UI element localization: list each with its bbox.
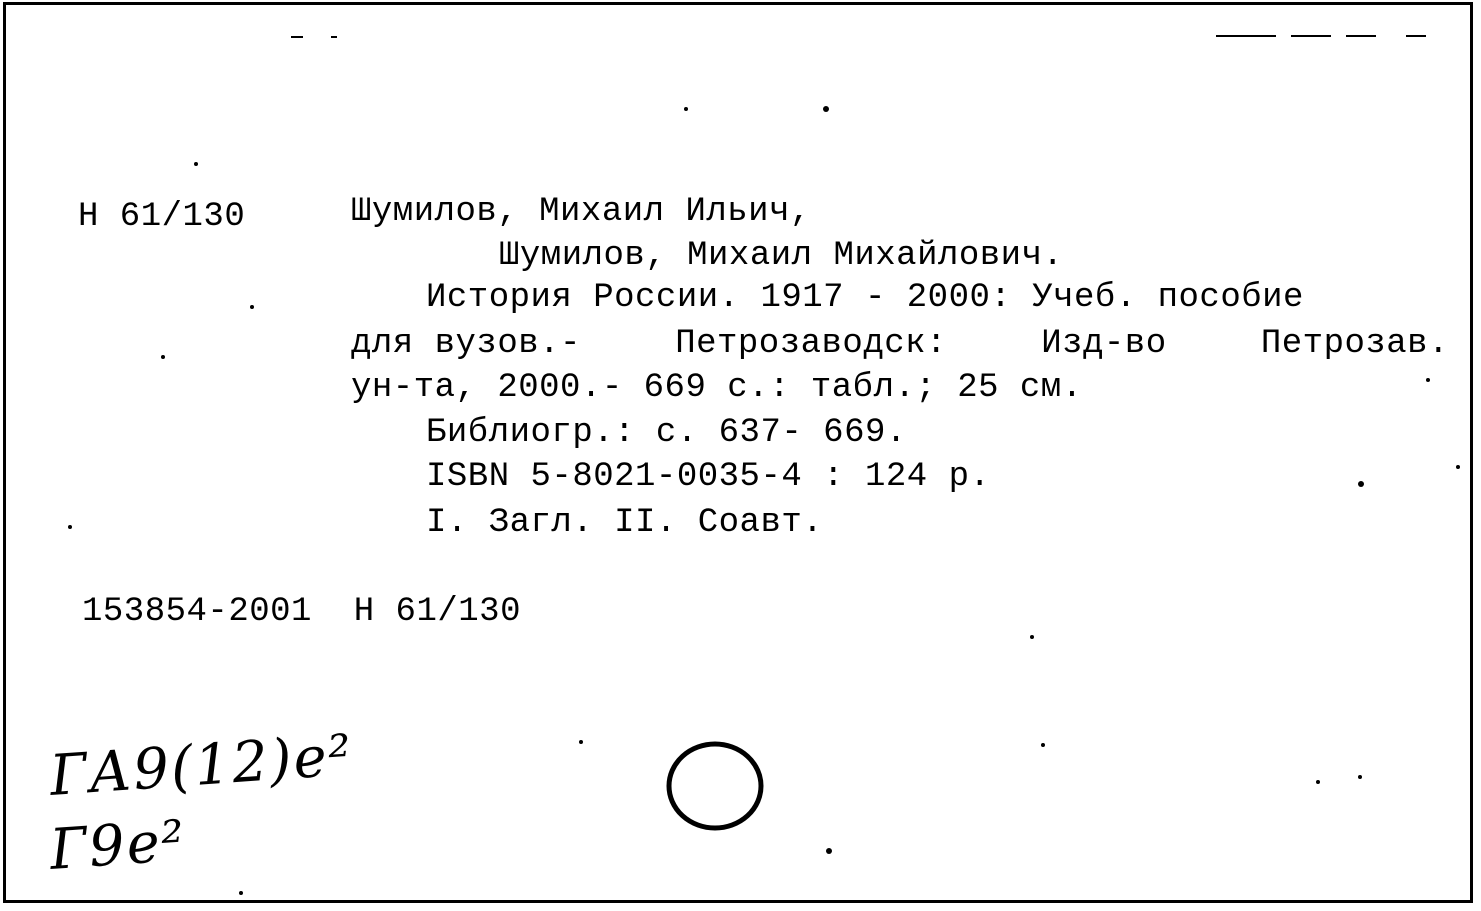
call-number: Н 61/130 bbox=[78, 198, 246, 236]
tracings-line: I. Загл. II. Соавт. bbox=[426, 504, 824, 542]
handwritten-classification-2: Г9е² bbox=[47, 808, 189, 883]
scan-speck bbox=[1041, 743, 1045, 747]
scan-speck bbox=[1456, 465, 1460, 469]
title-line: История России. 1917 - 2000: Учеб. пособие bbox=[426, 279, 1304, 317]
scan-mark bbox=[1346, 35, 1376, 37]
scan-speck bbox=[1426, 378, 1430, 382]
publication-line-2: ун-та, 2000.- 669 с.: табл.; 25 см. bbox=[351, 369, 1083, 407]
scan-speck bbox=[250, 305, 254, 309]
catalog-card bbox=[3, 2, 1473, 903]
scan-mark bbox=[1291, 35, 1331, 37]
bibliography-note: Библиогр.: с. 637- 669. bbox=[426, 414, 907, 452]
publication-word: для вузов.- bbox=[351, 325, 581, 363]
author-line: Шумилов, Михаил Ильич, bbox=[351, 193, 811, 231]
scan-speck bbox=[239, 891, 243, 895]
coauthor-line: Шумилов, Михаил Михайлович. bbox=[499, 237, 1064, 275]
publication-word: Петрозав. bbox=[1260, 325, 1449, 363]
scan-speck bbox=[1358, 775, 1362, 779]
scan-speck bbox=[1030, 635, 1034, 639]
handwritten-classification-1: ГА9(12)е² bbox=[47, 722, 356, 809]
scan-speck bbox=[1358, 481, 1364, 487]
scan-speck bbox=[823, 106, 829, 112]
scan-mark bbox=[331, 36, 337, 38]
isbn-line: ISBN 5-8021-0035-4 : 124 р. bbox=[426, 458, 991, 496]
scan-speck bbox=[826, 848, 832, 854]
scan-mark bbox=[291, 36, 303, 38]
scan-speck bbox=[194, 162, 198, 166]
inventory-line: 153854-2001 Н 61/130 bbox=[82, 593, 521, 631]
scan-mark bbox=[1216, 35, 1276, 37]
scan-speck bbox=[68, 525, 72, 529]
circle-mark-icon bbox=[663, 738, 767, 836]
publication-word: Изд-во bbox=[1041, 325, 1167, 363]
scan-mark bbox=[1406, 35, 1426, 37]
scan-speck bbox=[579, 740, 583, 744]
scan-speck bbox=[1316, 780, 1320, 784]
scan-speck bbox=[161, 355, 165, 359]
publication-line-justified bbox=[351, 327, 1449, 361]
scan-speck bbox=[684, 107, 688, 111]
publication-word: Петрозаводск: bbox=[675, 325, 947, 363]
